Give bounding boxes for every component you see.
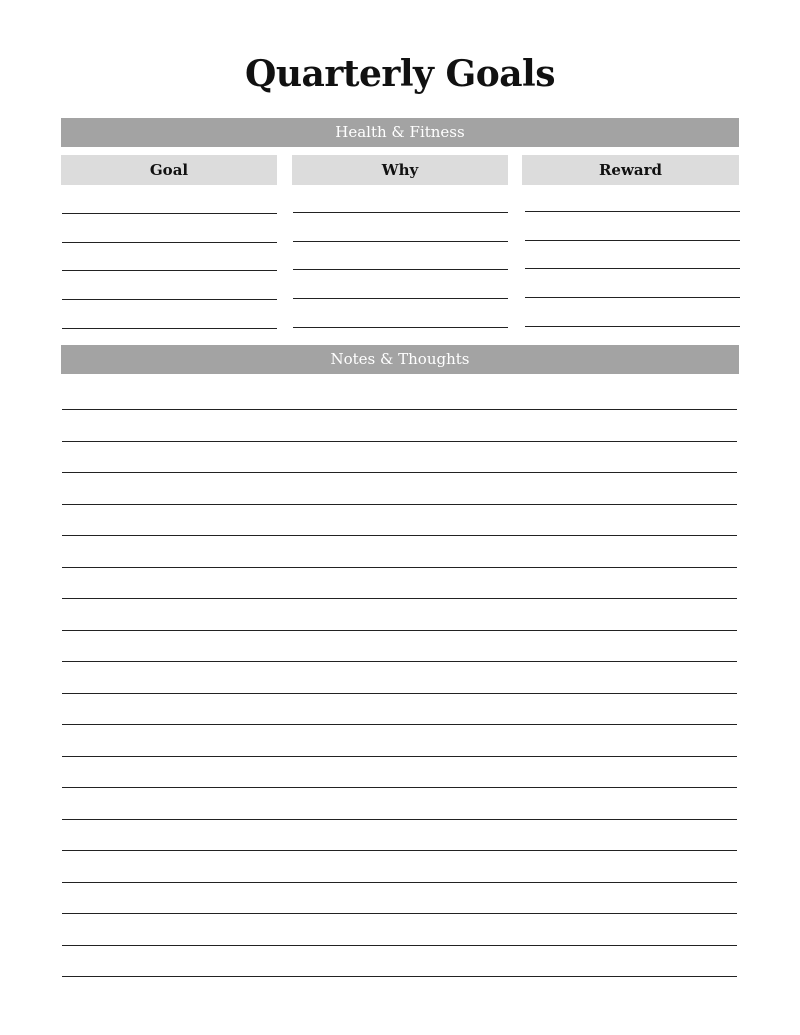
section-header-notes-thoughts: Notes & Thoughts [61,345,739,374]
why-line [293,327,508,328]
notes-line [62,819,737,820]
reward-line [525,211,740,212]
notes-line [62,756,737,757]
column-header-reward: Reward [522,155,739,185]
notes-line [62,441,737,442]
why-line [293,212,508,213]
notes-line [62,913,737,914]
reward-line [525,240,740,241]
goal-line [62,242,277,243]
notes-line [62,850,737,851]
notes-line [62,945,737,946]
reward-line [525,326,740,327]
goal-line [62,213,277,214]
section-header-health-fitness: Health & Fitness [61,118,739,147]
notes-line [62,724,737,725]
notes-line [62,472,737,473]
page-title: Quarterly Goals [245,53,555,95]
column-header-why: Why [292,155,508,185]
notes-line [62,787,737,788]
notes-line [62,504,737,505]
reward-line [525,297,740,298]
notes-line [62,535,737,536]
reward-line [525,268,740,269]
notes-line [62,976,737,977]
notes-line [62,693,737,694]
notes-line [62,630,737,631]
column-header-goal: Goal [61,155,277,185]
goal-line [62,299,277,300]
notes-line [62,409,737,410]
why-line [293,298,508,299]
notes-line [62,661,737,662]
notes-line [62,567,737,568]
why-line [293,269,508,270]
notes-line [62,598,737,599]
goal-line [62,270,277,271]
goal-line [62,328,277,329]
notes-line [62,882,737,883]
why-line [293,241,508,242]
